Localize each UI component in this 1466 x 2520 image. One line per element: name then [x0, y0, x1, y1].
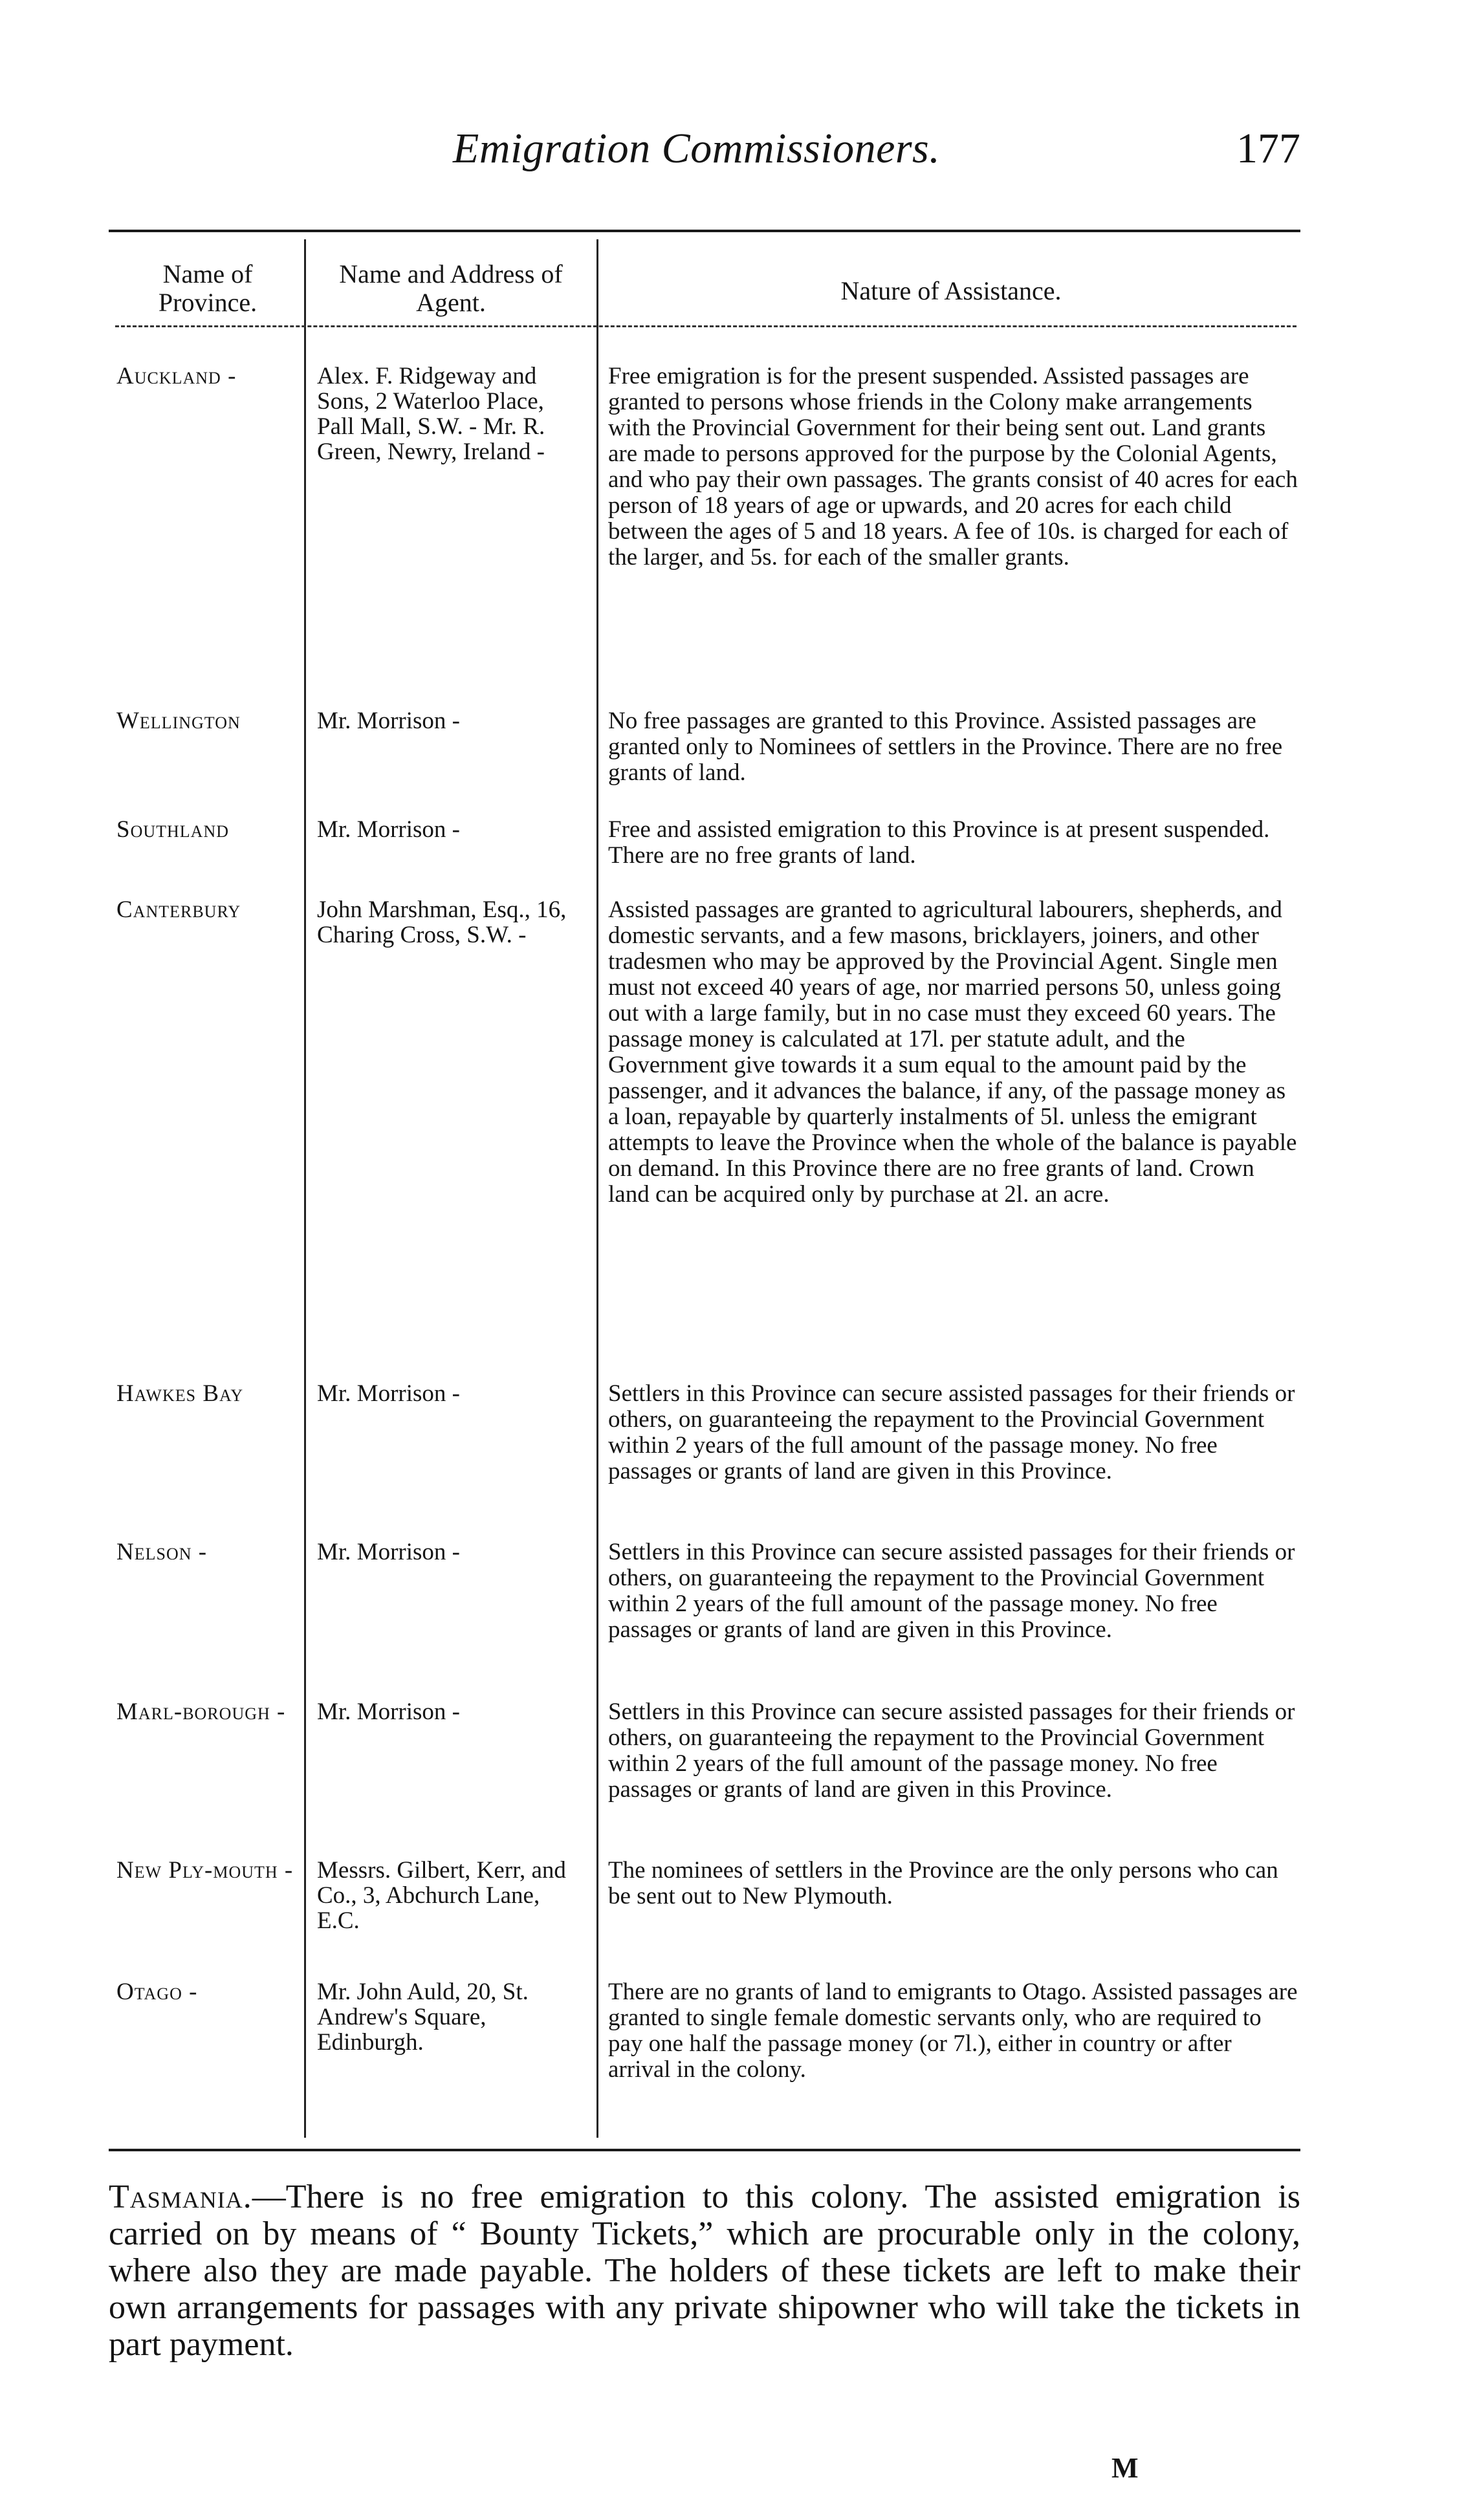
- header-province: Name of Province.: [158, 259, 257, 317]
- tasmania-text: —There is no free emigration to this colony. The assisted emigration is carried on by means of “ Bounty Tickets,” which are procurable only in the colony, where also they are made payable. The holders of these tickets are left to make their own arrangements for passages with any private shipowner who will take the tickets in part payment.: [109, 2178, 1300, 2363]
- assistance-text: Free emigration is for the present suspended. Assisted passages are granted to persons whose friends in the Colony make arrangements with the Provincial Government for their being sent out. Land grants are made to persons approved for the purpose by the Colonial Agents, and who pay their own passages. The grants consist of 40 acres for each person of 18 years of age or upwards, and 20 acres for each child between the ages of 5 and 18 years. A fee of 10s. is charged for each of the larger, and 5s. for each of the smaller grants.: [608, 363, 1298, 570]
- province-name: New Ply-mouth -: [116, 1857, 294, 1884]
- agent-name: Alex. F. Ridgeway and Sons, 2 Waterloo Place, Pall Mall, S.W. - Mr. R. Green, Newry, Ireland -: [317, 363, 545, 465]
- agent-name: Mr. Morrison -: [317, 1380, 460, 1407]
- province-name: Auckland -: [116, 363, 237, 389]
- header-nature: Nature of Assistance.: [840, 276, 1062, 305]
- province-name: Nelson -: [116, 1539, 208, 1565]
- assistance-text: Free and assisted emigration to this Province is at present suspended. There are no free grants of land.: [608, 816, 1270, 869]
- province-name: Marl-borough -: [116, 1699, 286, 1725]
- tasmania-paragraph: [109, 2178, 1300, 2363]
- column-divider-1: [304, 239, 306, 2138]
- agent-name: Mr. Morrison -: [317, 1539, 460, 1565]
- header-agent: Name and Address of Agent.: [339, 259, 563, 317]
- table-top-rule: [109, 230, 1300, 232]
- assistance-text: Settlers in this Province can secure assisted passages for their friends or others, on guaranteeing the repayment to the Provincial Government within 2 years of the full amount of the passage money. No free passages or grants of land are given in this Province.: [608, 1380, 1295, 1484]
- column-divider-2: [596, 239, 598, 2138]
- assistance-text: There are no grants of land to emigrants to Otago. Assisted passages are granted to single female domestic servants only, who are required to pay one half the passage money (or 7l.), either in country or after arrival in the colony.: [608, 1979, 1298, 2083]
- signature-mark: M: [1111, 2452, 1139, 2484]
- assistance-text: Settlers in this Province can secure assisted passages for their friends or others, on guaranteeing the repayment to the Provincial Government within 2 years of the full amount of the passage money. No free passages or grants of land are given in this Province.: [608, 1699, 1295, 1803]
- agent-name: Mr. Morrison -: [317, 708, 460, 734]
- agent-name: Mr. Morrison -: [317, 1699, 460, 1725]
- assistance-text: No free passages are granted to this Province. Assisted passages are granted only to Nominees of settlers in the Province. There are no free grants of land.: [608, 708, 1283, 786]
- agent-name: John Marshman, Esq., 16, Charing Cross, S.W. -: [317, 896, 567, 948]
- tasmania-lead: Tasmania.: [109, 2178, 252, 2215]
- page-number: 177: [1236, 125, 1300, 172]
- province-name: Otago -: [116, 1979, 198, 2005]
- running-head: [453, 124, 1300, 182]
- agent-name: Messrs. Gilbert, Kerr, and Co., 3, Abchurch Lane, E.C.: [317, 1857, 566, 1934]
- province-name: Southland: [116, 816, 229, 843]
- agent-name: Mr. Morrison -: [317, 816, 460, 843]
- running-title: Emigration Commissioners.: [453, 125, 941, 172]
- province-name: Wellington: [116, 708, 241, 734]
- table-bottom-rule: [109, 2149, 1300, 2151]
- province-name: Hawkes Bay: [116, 1380, 244, 1407]
- province-name: Canterbury: [116, 896, 241, 923]
- assistance-text: The nominees of settlers in the Province are the only persons who can be sent out to New Plymouth.: [608, 1857, 1278, 1909]
- header-separator: [115, 325, 1296, 327]
- assistance-text: Settlers in this Province can secure assisted passages for their friends or others, on guaranteeing the repayment to the Provincial Government within 2 years of the full amount of the passage money. No free passages or grants of land are given in this Province.: [608, 1539, 1295, 1643]
- agent-name: Mr. John Auld, 20, St. Andrew's Square, Edinburgh.: [317, 1979, 529, 2056]
- assistance-text: Assisted passages are granted to agricultural labourers, shepherds, and domestic servants, and a few masons, bricklayers, joiners, and other tradesmen who may be approved by the Provincial Agent. Single men must not exceed 40 years of age, nor married persons 50, unless going out with a large family, but in no case must they exceed 60 years. The passage money is calculated at 17l. per statute adult, and the Government give towards it a sum equal to the amount paid by the passenger, and it advances the balance, if any, of the passage money as a loan, repayable by quarterly instalments of 5l. unless the emigrant attempts to leave the Province when the whole of the balance is payable on demand. In this Province there are no free grants of land. Crown land can be acquired only by purchase at 2l. an acre.: [608, 896, 1297, 1208]
